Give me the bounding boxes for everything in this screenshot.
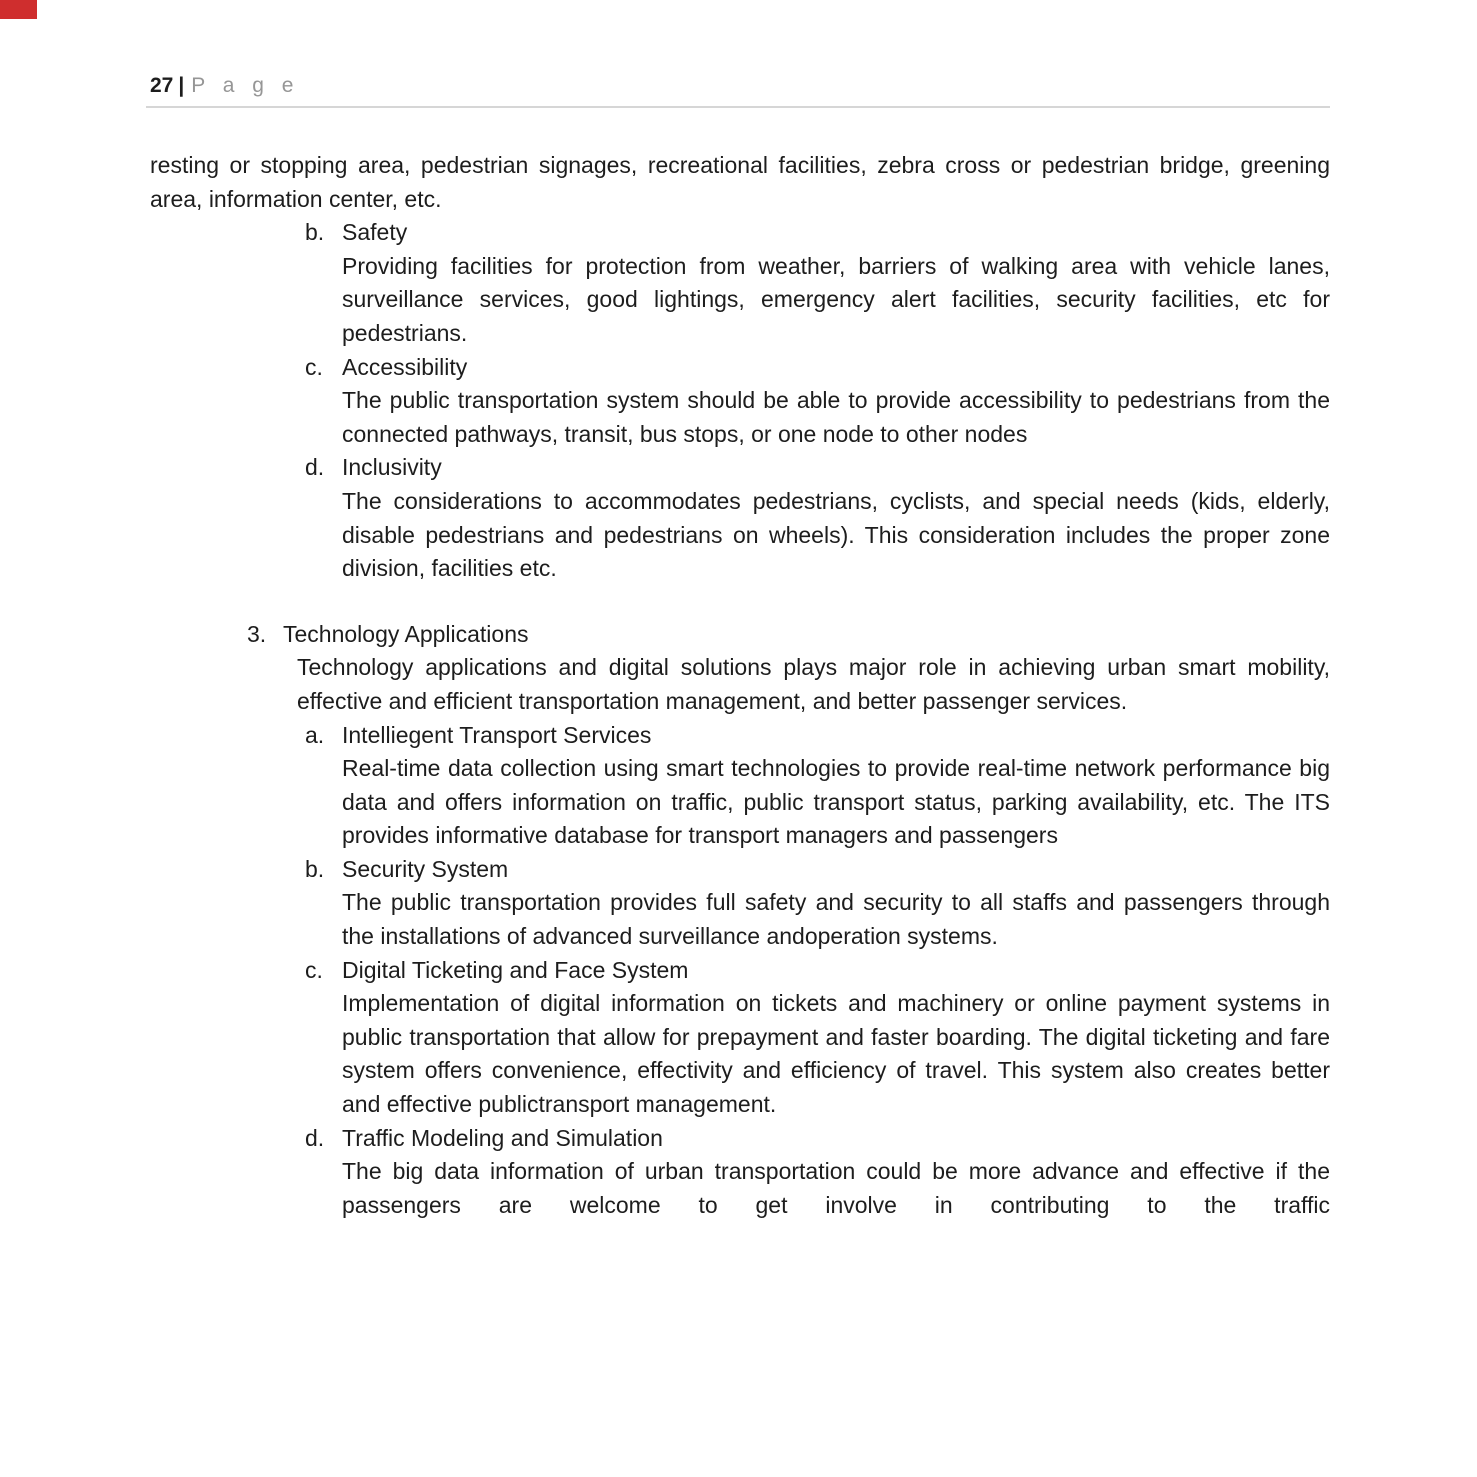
list-item-body: Real-time data collection using smart technologies to provide real-time network performance big data and offers information on traffic, public transport status, parking availability, etc. The ITS provides informative database for transport managers and passengers <box>342 755 1330 849</box>
list-item-body: The big data information of urban transportation could be more advance and effective if the passengers are welcome to get involve in contributing to the traffic <box>342 1158 1330 1218</box>
corner-marker <box>0 0 37 19</box>
list-item-content <box>342 719 1330 853</box>
list-item-title: Safety <box>342 219 408 246</box>
sub-item-d-traffic-modeling <box>305 1122 1330 1223</box>
list-item-body: The public transportation provides full safety and security to all staffs and passengers through the installations of advanced surveillance andoperation systems. <box>342 889 1330 950</box>
section-title: Technology Applications <box>283 620 529 647</box>
list-item-marker: b. <box>305 855 325 882</box>
list-item-title: Digital Ticketing and Face System <box>342 956 689 983</box>
list-item-marker: a. <box>305 721 325 748</box>
list-item-content <box>342 853 1330 954</box>
section-marker: 3. <box>247 620 267 647</box>
list-item-d-inclusivity <box>305 451 1330 585</box>
section-3-technology-applications <box>247 618 1330 1223</box>
list-item-b-safety <box>305 216 1330 350</box>
list-item-body: The public transportation system should be able to provide accessibility to pedestrians from the connected pathways, transit, bus stops, or one node to other nodes <box>342 387 1330 447</box>
continuation-paragraph: resting or stopping area, pedestrian signages, recreational facilities, zebra cross or pedestrian bridge, greening area, information center, etc. <box>150 152 1330 212</box>
list-item-content <box>342 1122 1330 1223</box>
list-item-body: The considerations to accommodates pedestrians, cyclists, and special needs (kids, elderly, disable pedestrians and pedestrians on wheels). This consideration includes the proper zone division, facilities etc. <box>342 487 1330 582</box>
page-header-label: P a g e <box>191 74 300 97</box>
sub-item-c-digital-ticketing <box>305 954 1330 1122</box>
list-item-content <box>342 451 1330 585</box>
list-item-title: Traffic Modeling and Simulation <box>342 1124 663 1151</box>
list-item-content <box>342 954 1330 1122</box>
list-item-marker: c. <box>305 353 323 380</box>
page-content <box>150 149 1330 1222</box>
list-item-body: Providing facilities for protection from weather, barriers of walking area with vehicle lanes, surveillance services, good lightings, emergency alert facilities, security facilities, etc for pedestrians. <box>342 252 1330 346</box>
sub-item-a-intelligent-transport-services <box>305 719 1330 853</box>
section-sub-items <box>305 719 1330 1223</box>
list-item-title: Accessibility <box>342 353 468 380</box>
list-item-marker: b. <box>305 219 325 246</box>
list-item-marker: c. <box>305 956 323 983</box>
list-item-marker: d. <box>305 1124 325 1151</box>
list-item-body: Implementation of digital information on tickets and machinery or online payment systems in public transportation that allow for prepayment and faster boarding. The digital ticketing and fare system offers convenience, effectivity and efficiency of travel. This system also creates better and effective publictransport management. <box>342 990 1330 1118</box>
list-item-title: Security System <box>342 855 509 882</box>
page-number: 27 <box>150 74 174 97</box>
list-item-title: Intelliegent Transport Services <box>342 721 652 748</box>
header-rule <box>146 106 1330 108</box>
list-item-title: Inclusivity <box>342 454 442 481</box>
page-header <box>150 74 299 98</box>
section-intro-paragraph: Technology applications and digital solutions plays major role in achieving urban smart mobility, effective and efficient transportation management, and better passenger services. <box>297 654 1330 714</box>
list-item-c-accessibility <box>305 351 1330 452</box>
page-header-separator: | <box>178 74 185 97</box>
list-item-content <box>342 216 1330 350</box>
section-heading <box>247 618 1330 652</box>
sub-item-b-security-system <box>305 853 1330 954</box>
list-item-content <box>342 351 1330 452</box>
list-item-marker: d. <box>305 454 325 481</box>
